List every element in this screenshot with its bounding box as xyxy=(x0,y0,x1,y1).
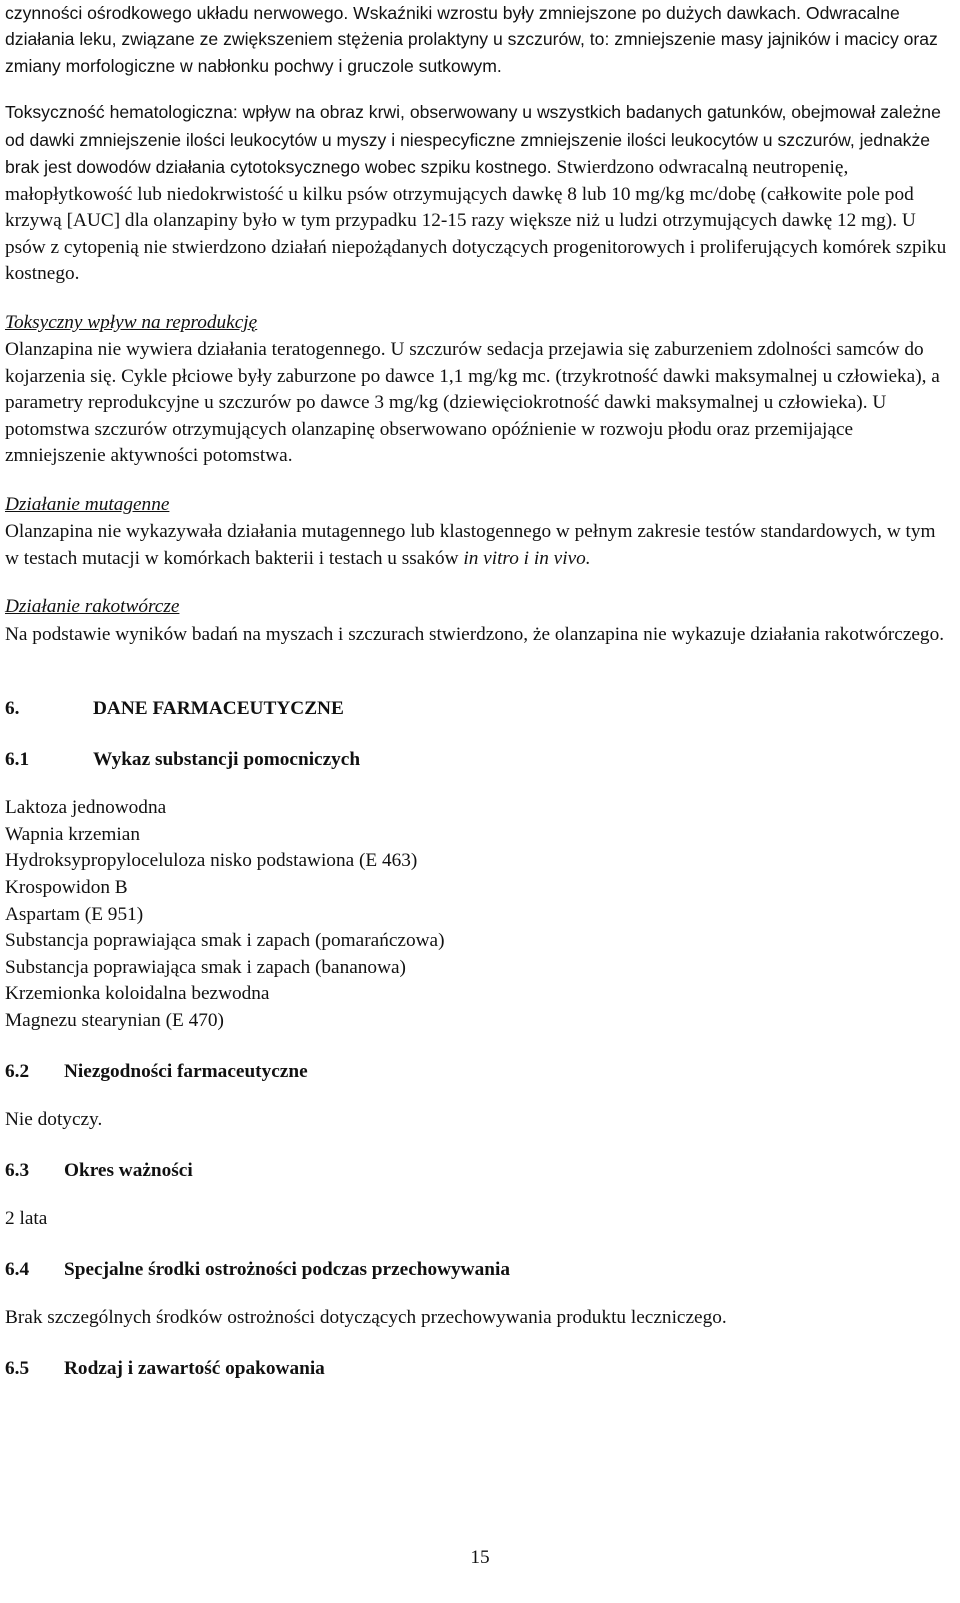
list-item: Substancja poprawiająca smak i zapach (bananowa) xyxy=(5,956,406,978)
section-title: Okres ważności xyxy=(64,1159,193,1181)
carcinogenic-heading: Działanie rakotwórcze xyxy=(5,596,180,618)
section-number: 6.2 xyxy=(5,1060,30,1082)
section-title: Niezgodności farmaceutyczne xyxy=(64,1060,308,1082)
hematology-paragraph xyxy=(5,99,953,288)
reproduction-paragraph: Olanzapina nie wywiera działania teratogennego. U szczurów sedacja przejawia się zaburzeniem zdolności samców do kojarzenia się. Cykle płciowe były zaburzone po dawce 1,1 mg/kg mc. (trzykrotność dawki maksymalnej u człowieka), a parametry reprodukcyjne u szczurów po dawce 3 mg/kg (dziewięciokrotność dawki maksymalnej u człowieka). U potomstwa szczurów otrzymujących olanzapinę obserwowano opóźnienie w rozwoju płodu oraz przemijające zmniejszenie aktywności potomstwa. xyxy=(5,339,940,467)
mutagenic-italic-text: in vitro i in vivo. xyxy=(463,547,591,569)
section-number: 6. xyxy=(5,698,20,720)
section-6-2-text: Nie dotyczy. xyxy=(5,1109,103,1131)
mutagenic-text: Olanzapina nie wykazywała działania mutagennego lub klastogennego w pełnym zakresie testów standardowych, w tym w testach mutacji w komórkach bakterii i testach u ssaków xyxy=(5,521,936,569)
section-number: 6.4 xyxy=(5,1258,30,1280)
section-6-5-heading xyxy=(5,1356,953,1383)
section-number: 6.3 xyxy=(5,1159,30,1181)
section-6-4-text: Brak szczególnych środków ostrożności dotyczących przechowywania produktu leczniczego. xyxy=(5,1307,727,1329)
list-item: Wapnia krzemian xyxy=(5,823,140,845)
reproduction-heading: Toksyczny wpływ na reprodukcję xyxy=(5,311,258,333)
intro-paragraph: czynności ośrodkowego układu nerwowego. Wskaźniki wzrostu były zmniejszone po dużych dawkach. Odwracalne działania leku, związane ze zwiększeniem stężenia prolaktyny u szczurów, to: zmniejszenie masy jajników i macicy oraz zmiany morfologiczne w nabłonku pochwy i gruczole sutkowym. xyxy=(5,3,938,76)
section-title: Wykaz substancji pomocniczych xyxy=(93,748,361,770)
mutagenic-paragraph xyxy=(5,519,953,572)
document-page xyxy=(5,0,953,1382)
section-title: DANE FARMACEUTYCZNE xyxy=(93,698,344,720)
section-6-2-heading xyxy=(5,1059,953,1086)
list-item: Krospowidon B xyxy=(5,877,128,898)
section-title: Rodzaj i zawartość opakowania xyxy=(64,1357,325,1379)
list-item: Magnezu stearynian (E 470) xyxy=(5,1009,224,1031)
mutagenic-heading: Działanie mutagenne xyxy=(5,493,170,515)
section-number: 6.1 xyxy=(5,748,30,770)
section-title: Specjalne środki ostrożności podczas przechowywania xyxy=(64,1258,510,1280)
page-number: 15 xyxy=(470,1547,490,1568)
section-6-4-heading xyxy=(5,1257,953,1284)
section-6-heading xyxy=(5,696,953,723)
excipients-list xyxy=(5,795,953,1034)
section-6-3-text: 2 lata xyxy=(5,1208,48,1230)
list-item: Hydroksypropyloceluloza nisko podstawiona (E 463) xyxy=(5,850,418,872)
hematology-serif-text: Stwierdzono odwracalną neutropenię, małopłytkowość lub niedokrwistość u kilku psów otrzymujących dawkę 8 lub 10 mg/kg mc/dobę (całkowite pole pod krzywą [AUC] dla olanzapiny było w tym przypadku 12-15 razy większe niż u ludzi otrzymujących dawkę 12 mg). U psów z cytopenią nie stwierdzono działań niepożądanych dotyczących progenitorowych i proliferujących komórek szpiku kostnego. xyxy=(5,157,947,285)
list-item: Substancja poprawiająca smak i zapach (pomarańczowa) xyxy=(5,930,445,952)
section-6-1-heading xyxy=(5,747,953,774)
carcinogenic-paragraph: Na podstawie wyników badań na myszach i szczurach stwierdzono, że olanzapina nie wykazuje działania rakotwórczego. xyxy=(5,623,945,645)
list-item: Aspartam (E 951) xyxy=(5,903,144,925)
hematology-sans-text: Toksyczność hematologiczna: wpływ na obraz krwi, obserwowany u wszystkich badanych gatunków, obejmował zależne od dawki zmniejszenie ilości leukocytów u myszy i niespecyficzne zmniejszenie ilości leukocytów u szczurów, jednakże brak jest dowodów działania cytotoksycznego wobec szpiku kostnego. xyxy=(5,102,941,178)
section-6-3-heading xyxy=(5,1158,953,1185)
section-number: 6.5 xyxy=(5,1357,30,1379)
list-item: Krzemionka koloidalna bezwodna xyxy=(5,983,270,1005)
list-item: Laktoza jednowodna xyxy=(5,797,167,819)
